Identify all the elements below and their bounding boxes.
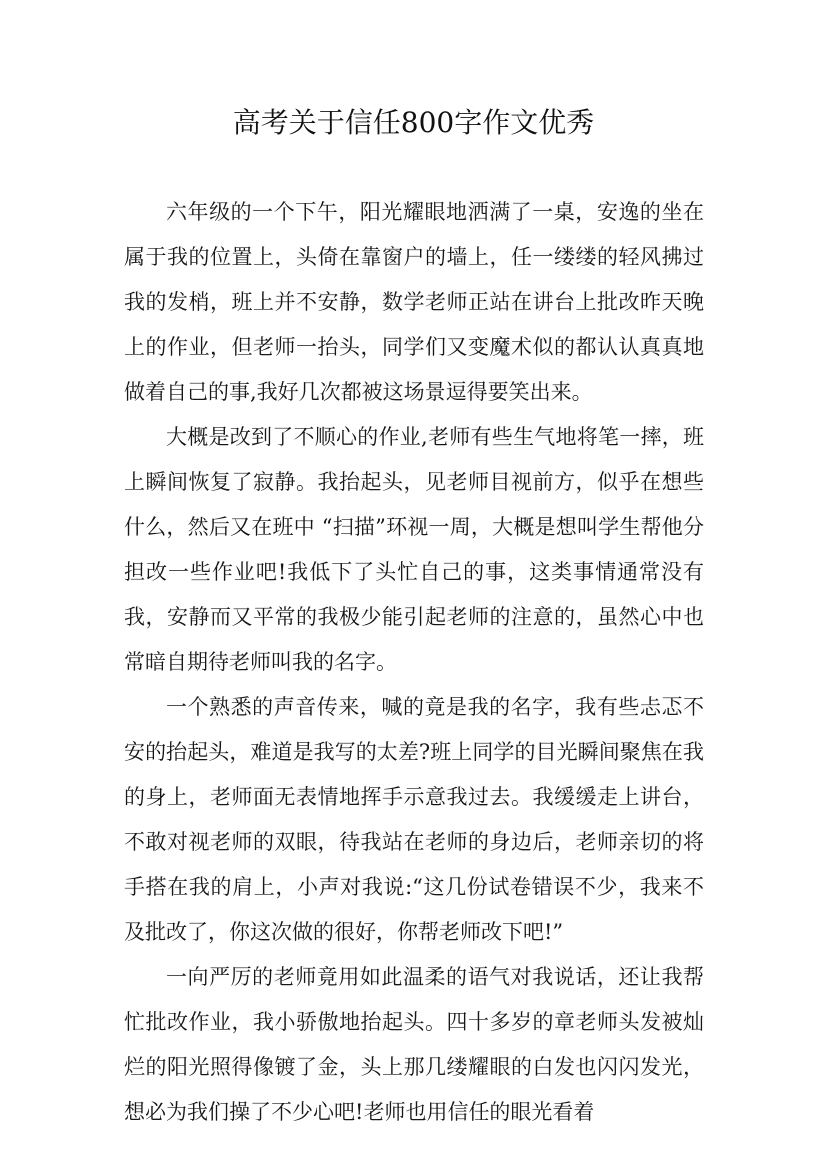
document-title: 高考关于信任800字作文优秀 <box>232 106 595 139</box>
paragraph-1: 六年级的一个下午，阳光耀眼地洒满了一桌，安逸的坐在属于我的位置上，头倚在靠窗户的墙上，任一缕缕的轻风拂过我的发梢，班上并不安静，数学老师正站在讲台上批改昨天晚上的作业，但老师一抬头，同学们又变魔术似的都认认真真地做着自己的事,我好几次都被这场景逗得要笑出来。 <box>124 200 704 404</box>
paragraph-4: 一向严厉的老师竟用如此温柔的语气对我说话，还让我帮忙批改作业，我小骄傲地抬起头。四十多岁的章老师头发被灿烂的阳光照得像镀了金，头上那几缕耀眼的白发也闪闪发光，想必为我们操了不少心吧!老师也用信任的眼光看着 <box>124 965 704 1124</box>
paragraph-3: 一个熟悉的声音传来，喊的竟是我的名字，我有些忐忑不安的抬起头，难道是我写的太差?班上同学的目光瞬间聚焦在我的身上，老师面无表情地挥手示意我过去。我缓缓走上讲台，不敢对视老师的双眼，待我站在老师的身边后，老师亲切的将手搭在我的肩上，小声对我说:“这几份试卷错误不少，我来不及批改了，你这次做的很好，你帮老师改下吧!” <box>124 695 704 944</box>
document-body <box>124 190 704 1135</box>
paragraph-2: 大概是改到了不顺心的作业,老师有些生气地将笔一摔，班上瞬间恢复了寂静。我抬起头，见老师目视前方，似乎在想些什么，然后又在班中 “扫描”环视一周，大概是想叫学生帮他分担改一些作业吧!我低下了头忙自己的事，这类事情通常没有我，安静而又平常的我极少能引起老师的注意的，虽然心中也常暗自期待老师叫我的名字。 <box>124 425 704 674</box>
